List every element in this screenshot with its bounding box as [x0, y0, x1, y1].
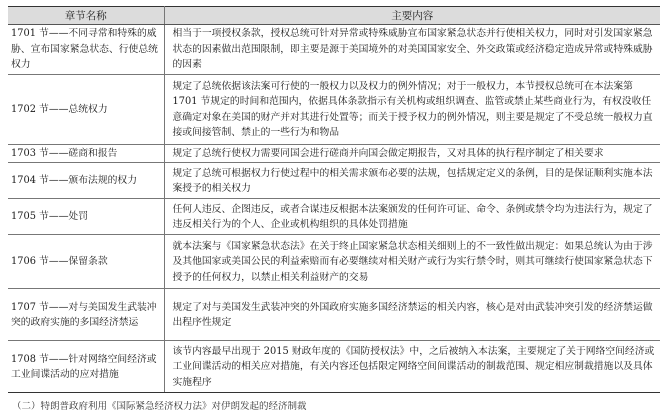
table-header-row [8, 7, 660, 25]
statute-sections-table [8, 6, 660, 393]
section-title: 1702 节——总统权力 [8, 75, 164, 145]
following-section-heading: （二）特朗普政府利用《国际紧急经济权力法》对伊朗发起的经济制裁 [12, 401, 307, 410]
section-title: 1708 节——针对网络空间经济或工业间谍活动的应对措施 [8, 341, 164, 393]
section-content: 该节内容最早出现于 2015 财政年度的《国防授权法》中，之后被纳入本法案，主要规定了关于网络空间经济或工业间谍活动的相关应对措施，有关内容还包括限定网络空间间谍活动的制裁范围、规定相应制裁措施以及具体实施程序 [164, 341, 660, 393]
table-row [8, 235, 660, 289]
header-section-name: 章节名称 [8, 7, 164, 25]
table-row [8, 25, 660, 75]
section-title: 1707 节——对与美国发生武装冲突的政府实施的多国经济禁运 [8, 289, 164, 341]
section-title: 1703 节——磋商和报告 [8, 145, 164, 163]
section-content: 规定了总统可根据权力行使过程中的相关需求颁布必要的法规，包括规定定义的条例，目的是保证顺利实施本法案授予的相关权力 [164, 163, 660, 199]
table-row [8, 163, 660, 199]
section-content: 任何人违反、企图违反，或者合谋违反根据本法案颁发的任何许可证、命令、条例或禁令均为违法行为，规定了违反相关行为的个人、企业或机构组织的具体处罚措施 [164, 199, 660, 235]
table-row [8, 199, 660, 235]
section-title: 1701 节——不同寻常和特殊的威胁、宣布国家紧急状态、行使总统权力 [8, 25, 164, 75]
header-main-content: 主要内容 [164, 7, 660, 25]
section-title: 1704 节——颁布法规的权力 [8, 163, 164, 199]
section-title: 1706 节——保留条款 [8, 235, 164, 289]
table-row [8, 75, 660, 145]
table-row [8, 145, 660, 163]
section-title: 1705 节——处罚 [8, 199, 164, 235]
section-content: 就本法案与《国家紧急状态法》在关于终止国家紧急状态相关细则上的不一致性做出规定：如果总统认为由于涉及其他国家或美国公民的利益索赔而有必要继续对相关财产或行为实行禁令时，则其可继续行使国家紧急状态下授予的任何权力，以禁止相关利益财产的交易 [164, 235, 660, 289]
table-row [8, 341, 660, 393]
table-row [8, 289, 660, 341]
section-content: 规定了总统行使权力需要同国会进行磋商并向国会做定期报告，又对具体的执行程序制定了相关要求 [164, 145, 660, 163]
section-content: 相当于一项授权条款，授权总统可针对异常或特殊威胁宣布国家紧急状态并行使相关权力，同时对引发国家紧急状态的因素做出范围限制，即主要是源于美国境外的对美国国家安全、外交政策或经济稳定造成异常或特殊威胁的因素 [164, 25, 660, 75]
statute-table-container [8, 6, 660, 393]
section-content: 规定了总统依据该法案可行使的一般权力以及权力的例外情况；对于一般权力，本节授权总统可在本法案第 1701 节规定的时间和范围内，依据具体条款指示有关机构或组织调查、监管或禁止某些商业行为，有权没收任意确定对象在美国的财产并对其进行处置等；而关于授予权力的例外情况，则主要是规定了不受总统一般权力直接或间接管制、禁止的一些行为和物品 [164, 75, 660, 145]
section-content: 规定了对与美国发生武装冲突的外国政府实施多国经济禁运的相关内容，核心是对由武装冲突引发的经济禁运做出程序性规定 [164, 289, 660, 341]
